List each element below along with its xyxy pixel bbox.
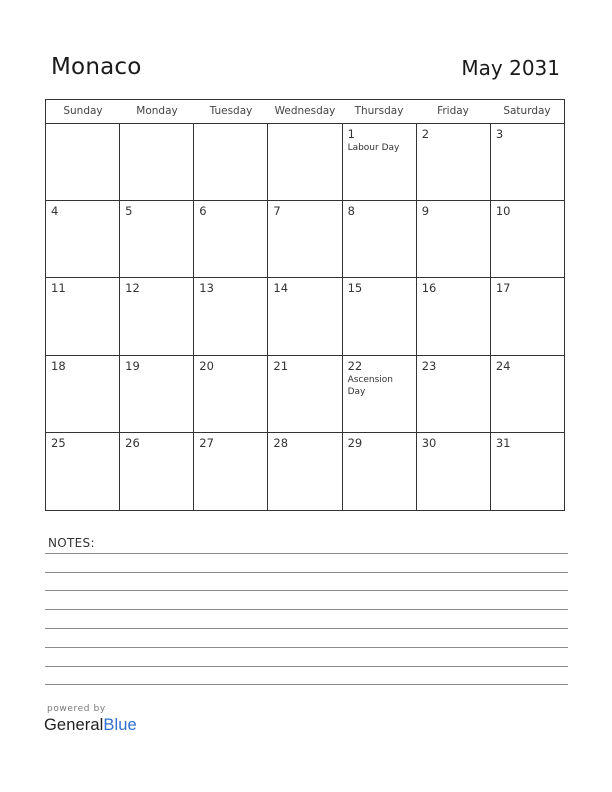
note-line (45, 628, 568, 629)
day-number: 4 (51, 204, 59, 219)
weekday-header-row (46, 100, 564, 124)
day-number: 15 (347, 281, 363, 296)
day-cell (120, 356, 194, 432)
day-number: 13 (199, 281, 214, 296)
day-number: 20 (199, 358, 214, 373)
day-cell (491, 433, 564, 510)
day-number: 31 (495, 435, 511, 450)
day-number: 10 (495, 204, 511, 219)
day-number: 5 (125, 204, 133, 219)
day-number: 19 (125, 358, 140, 373)
day-number: 18 (51, 358, 66, 373)
day-cell (268, 433, 342, 510)
day-number: 27 (199, 435, 214, 450)
note-line (45, 553, 568, 554)
day-number: 16 (421, 281, 437, 296)
weekday-saturday: Saturday (503, 105, 551, 117)
week-row (46, 278, 564, 355)
day-cell (46, 278, 120, 354)
day-cell (343, 356, 417, 432)
week-row (46, 356, 564, 433)
day-cell (417, 356, 491, 432)
day-number: 23 (421, 358, 437, 373)
country-title: Monaco (51, 54, 142, 80)
day-number: 30 (421, 435, 437, 450)
day-number: 7 (273, 204, 281, 219)
brand-general-text: General (44, 716, 104, 734)
day-cell (120, 278, 194, 354)
notes-label: NOTES: (48, 536, 95, 550)
day-cell (343, 124, 417, 200)
day-cell (343, 433, 417, 510)
weekday-thursday: Thursday (354, 105, 404, 117)
day-cell (343, 201, 417, 277)
day-cell (194, 356, 268, 432)
weekday-monday: Monday (136, 105, 178, 117)
day-number: 2 (421, 127, 430, 141)
day-cell (268, 278, 342, 354)
day-number: 28 (273, 435, 289, 450)
day-cell (120, 433, 194, 510)
day-cell (343, 278, 417, 354)
weekday-wednesday: Wednesday (274, 105, 336, 117)
day-number: 25 (51, 435, 66, 450)
day-cell (417, 433, 491, 510)
weekday-tuesday: Tuesday (209, 105, 253, 117)
day-cell (417, 201, 491, 277)
weeks-container (46, 124, 564, 510)
day-cell (46, 356, 120, 432)
month-year-title: May 2031 (461, 56, 560, 80)
day-number: 8 (347, 204, 355, 219)
day-cell (417, 278, 491, 354)
day-cell (194, 201, 268, 277)
day-cell (417, 124, 491, 200)
day-cell (194, 278, 268, 354)
day-number: 22 (347, 358, 363, 373)
note-line (45, 590, 568, 591)
day-cell (268, 201, 342, 277)
day-number: 11 (51, 281, 66, 296)
day-cell (268, 124, 342, 200)
weekday-sunday: Sunday (63, 105, 103, 117)
powered-by-text: powered by (47, 704, 106, 714)
day-number: 3 (495, 127, 504, 141)
day-number: 29 (347, 435, 363, 450)
day-cell (491, 201, 564, 277)
day-cell (194, 124, 268, 200)
day-number: 17 (495, 281, 511, 296)
day-number: 21 (273, 358, 289, 373)
week-row (46, 201, 564, 278)
day-cell (46, 433, 120, 510)
day-cell (491, 356, 564, 432)
day-cell (46, 124, 120, 200)
note-line (45, 572, 568, 573)
holiday-label: Ascension Day (347, 374, 393, 397)
day-number: 14 (273, 281, 289, 296)
brand-blue-text: Blue (103, 716, 137, 734)
day-number: 26 (125, 435, 140, 450)
note-line (45, 684, 568, 685)
weekday-friday: Friday (437, 105, 469, 117)
note-line (45, 647, 568, 648)
day-cell (194, 433, 268, 510)
day-number: 6 (199, 204, 207, 219)
day-cell (491, 124, 564, 200)
day-cell (46, 201, 120, 277)
day-cell (268, 356, 342, 432)
day-number: 1 (347, 127, 355, 141)
week-row (46, 124, 564, 201)
generalblue-logo (44, 716, 137, 735)
day-cell (491, 278, 564, 354)
day-cell (120, 201, 194, 277)
holiday-label: Labour Day (347, 143, 400, 153)
day-cell (120, 124, 194, 200)
note-line (45, 609, 568, 610)
note-line (45, 666, 568, 667)
day-number: 12 (125, 281, 140, 296)
week-row (46, 433, 564, 510)
calendar-grid (45, 99, 565, 511)
day-number: 9 (421, 204, 430, 219)
day-number: 24 (495, 358, 511, 373)
